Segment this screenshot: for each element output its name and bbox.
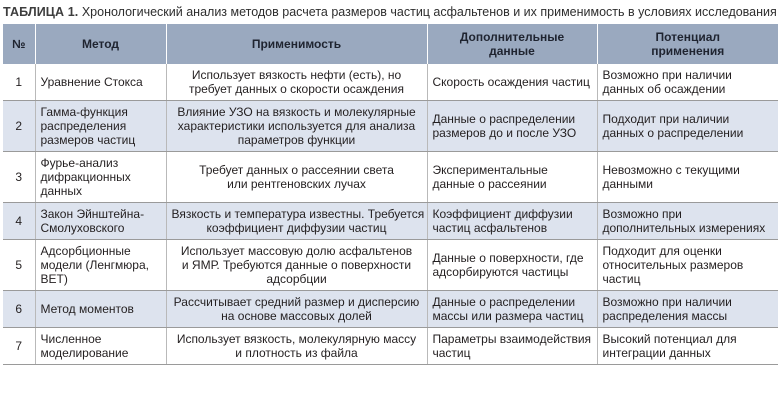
cell-method: Гамма-функция распределения размеров частиц — [35, 101, 166, 152]
cell-potential: Невозможно с текущими данными — [597, 152, 778, 203]
cell-applicability: Требует данных о рассеянии света или рентгеновских лучах — [166, 152, 427, 203]
header-applicability: Применимость — [166, 24, 427, 64]
table-row — [3, 152, 778, 203]
cell-num: 3 — [3, 152, 35, 203]
cell-num: 7 — [3, 328, 35, 365]
cell-potential: Подходит при наличии данных о распределении — [597, 101, 778, 152]
cell-method: Метод моментов — [35, 291, 166, 328]
table-row — [3, 203, 778, 240]
cell-additional-data: Коэффициент диффузии частиц асфальтенов — [427, 203, 597, 240]
table-caption-label: ТАБЛИЦА 1. — [3, 5, 79, 19]
table-caption-text: Хронологический анализ методов расчета размеров частиц асфальтенов и их применимость в условиях исследования — [81, 5, 777, 19]
header-method: Метод — [35, 24, 166, 64]
cell-additional-data: Данные о распределении размеров до и после УЗО — [427, 101, 597, 152]
cell-potential: Возможно при дополнительных измерениях — [597, 203, 778, 240]
cell-method: Фурье-анализ дифракционных данных — [35, 152, 166, 203]
cell-applicability: Использует массовую долю асфальтенов и ЯМР. Требуются данные о поверхности адсорбции — [166, 240, 427, 291]
cell-applicability: Использует вязкость нефти (есть), но требует данных о скорости осаждения — [166, 64, 427, 101]
cell-num: 1 — [3, 64, 35, 101]
table-header-row — [3, 24, 778, 64]
cell-applicability: Вязкость и температура известны. Требуется коэффициент диффузии частиц — [166, 203, 427, 240]
cell-additional-data: Параметры взаимодействия частиц — [427, 328, 597, 365]
table-body — [3, 64, 778, 365]
cell-method: Уравнение Стокса — [35, 64, 166, 101]
cell-additional-data: Скорость осаждения частиц — [427, 64, 597, 101]
cell-applicability: Рассчитывает средний размер и дисперсию на основе массовых долей — [166, 291, 427, 328]
cell-additional-data: Данные о распределении массы или размера частиц — [427, 291, 597, 328]
cell-additional-data: Экспериментальные данные о рассеянии — [427, 152, 597, 203]
cell-num: 2 — [3, 101, 35, 152]
cell-method: Адсорбционные модели (Ленгмюра, BET) — [35, 240, 166, 291]
cell-applicability: Влияние УЗО на вязкость и молекулярные характеристики используется для анализа параметров функции — [166, 101, 427, 152]
table-row — [3, 291, 778, 328]
table-row — [3, 240, 778, 291]
header-additional-data: Дополнительные данные — [427, 24, 597, 64]
cell-num: 5 — [3, 240, 35, 291]
cell-method: Закон Эйнштейна- Смолуховского — [35, 203, 166, 240]
cell-additional-data: Данные о поверхности, где адсорбируются частицы — [427, 240, 597, 291]
cell-potential: Возможно при наличии распределения массы — [597, 291, 778, 328]
table-row — [3, 328, 778, 365]
table-caption — [3, 4, 778, 24]
header-num: № — [3, 24, 35, 64]
cell-potential: Высокий потенциал для интеграции данных — [597, 328, 778, 365]
header-potential: Потенциал применения — [597, 24, 778, 64]
cell-potential: Возможно при наличии данных об осаждении — [597, 64, 778, 101]
cell-method: Численное моделирование — [35, 328, 166, 365]
cell-potential: Подходит для оценки относительных размеров частиц — [597, 240, 778, 291]
table-row — [3, 64, 778, 101]
cell-applicability: Использует вязкость, молекулярную массу и плотность из файла — [166, 328, 427, 365]
cell-num: 4 — [3, 203, 35, 240]
table-row — [3, 101, 778, 152]
cell-num: 6 — [3, 291, 35, 328]
methods-table — [3, 24, 778, 365]
